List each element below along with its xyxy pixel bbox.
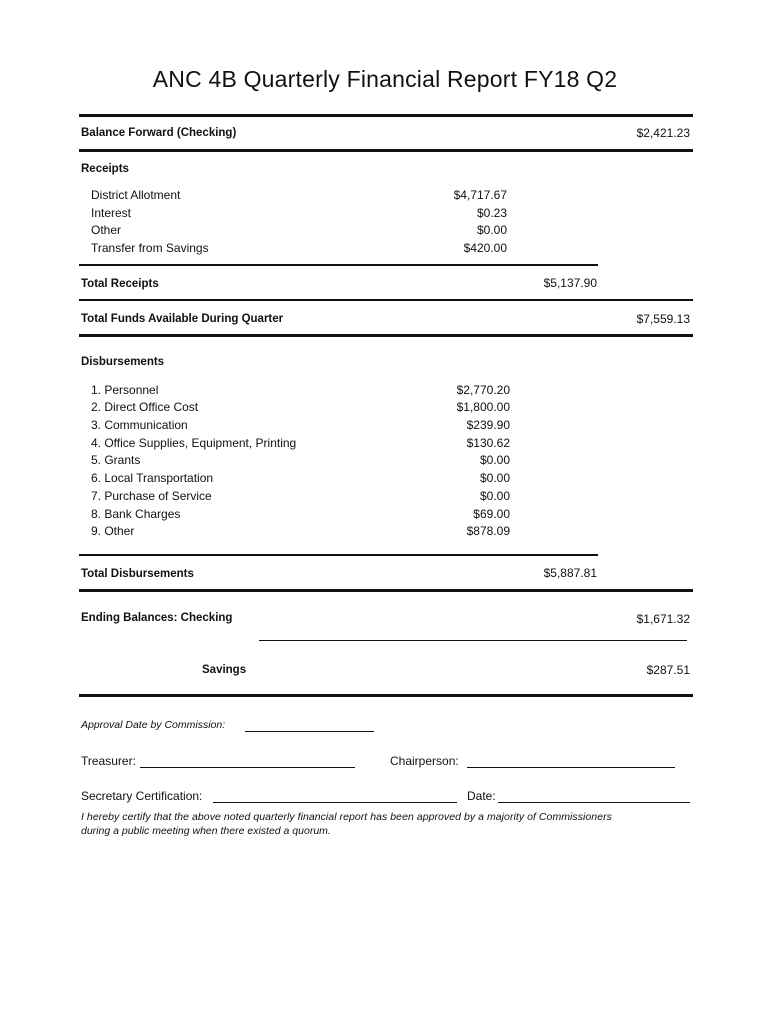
savings-label: Savings <box>202 664 247 676</box>
approval-date-line[interactable] <box>245 731 374 732</box>
date-line[interactable] <box>498 802 690 803</box>
disbursement-item-label: 1. Personnel <box>91 383 159 397</box>
disbursement-item-label: 8. Bank Charges <box>91 507 181 521</box>
ending-balances-label: Ending Balances: Checking <box>81 612 233 624</box>
total-receipts-label: Total Receipts <box>81 278 159 290</box>
chairperson-signature-line[interactable] <box>467 767 675 768</box>
disbursement-item-label: 2. Direct Office Cost <box>91 400 199 414</box>
receipt-item-amount: $4,717.67 <box>453 188 507 202</box>
ending-checking-amount: $1,671.32 <box>636 612 690 626</box>
receipt-item-label: Transfer from Savings <box>91 241 209 255</box>
secretary-signature-line[interactable] <box>213 802 457 803</box>
divider <box>79 114 693 117</box>
subtotal-rule <box>79 554 598 556</box>
certification-text-line-1: I hereby certify that the above noted quarterly financial report has been approved by a majority of Commissioners <box>81 811 612 823</box>
total-funds-amount: $7,559.13 <box>636 312 690 326</box>
disbursement-item-amount: $130.62 <box>466 436 510 450</box>
disbursement-item-amount: $69.00 <box>473 507 510 521</box>
receipt-item-amount: $420.00 <box>463 241 507 255</box>
divider <box>79 694 693 697</box>
disbursement-item-label: 6. Local Transportation <box>91 471 214 485</box>
receipts-heading: Receipts <box>81 163 129 175</box>
secretary-certification-label: Secretary Certification: <box>81 789 203 803</box>
total-disbursements-label: Total Disbursements <box>81 568 194 580</box>
disbursements-heading: Disbursements <box>81 356 165 368</box>
chairperson-label: Chairperson: <box>390 754 459 768</box>
disbursement-item-amount: $2,770.20 <box>456 383 510 397</box>
disbursement-item-label: 4. Office Supplies, Equipment, Printing <box>91 436 297 450</box>
disbursement-item-amount: $1,800.00 <box>456 400 510 414</box>
disbursement-item-label: 5. Grants <box>91 453 141 467</box>
page-title: ANC 4B Quarterly Financial Report FY18 Q2 <box>152 66 618 92</box>
divider <box>79 589 693 592</box>
disbursement-item-amount: $0.00 <box>479 453 510 467</box>
approval-date-label: Approval Date by Commission: <box>81 719 226 731</box>
disbursement-item-amount: $0.00 <box>479 471 510 485</box>
balance-forward-amount: $2,421.23 <box>636 126 690 140</box>
ending-rule <box>259 640 687 641</box>
total-funds-label: Total Funds Available During Quarter <box>81 313 284 325</box>
date-label: Date: <box>467 789 496 803</box>
balance-forward-label: Balance Forward (Checking) <box>81 127 237 139</box>
disbursement-item-label: 3. Communication <box>91 418 188 432</box>
disbursement-item-amount: $0.00 <box>479 489 510 503</box>
disbursement-item-amount: $239.90 <box>466 418 510 432</box>
receipt-item-label: Other <box>91 223 122 237</box>
receipt-item-amount: $0.23 <box>476 206 507 220</box>
total-receipts-amount: $5,137.90 <box>543 276 597 290</box>
receipt-item-amount: $0.00 <box>476 223 507 237</box>
disbursement-item-label: 9. Other <box>91 524 135 538</box>
certification-text-line-2: during a public meeting when there existed a quorum. <box>81 825 331 837</box>
subtotal-rule <box>79 264 598 266</box>
divider <box>79 299 693 301</box>
treasurer-signature-line[interactable] <box>140 767 355 768</box>
disbursement-item-label: 7. Purchase of Service <box>91 489 212 503</box>
receipt-item-label: Interest <box>91 206 132 220</box>
disbursement-item-amount: $878.09 <box>466 524 510 538</box>
divider <box>79 149 693 152</box>
total-disbursements-amount: $5,887.81 <box>543 566 597 580</box>
treasurer-label: Treasurer: <box>81 754 136 768</box>
divider <box>79 334 693 337</box>
receipt-item-label: District Allotment <box>91 188 181 202</box>
savings-amount: $287.51 <box>646 663 690 677</box>
